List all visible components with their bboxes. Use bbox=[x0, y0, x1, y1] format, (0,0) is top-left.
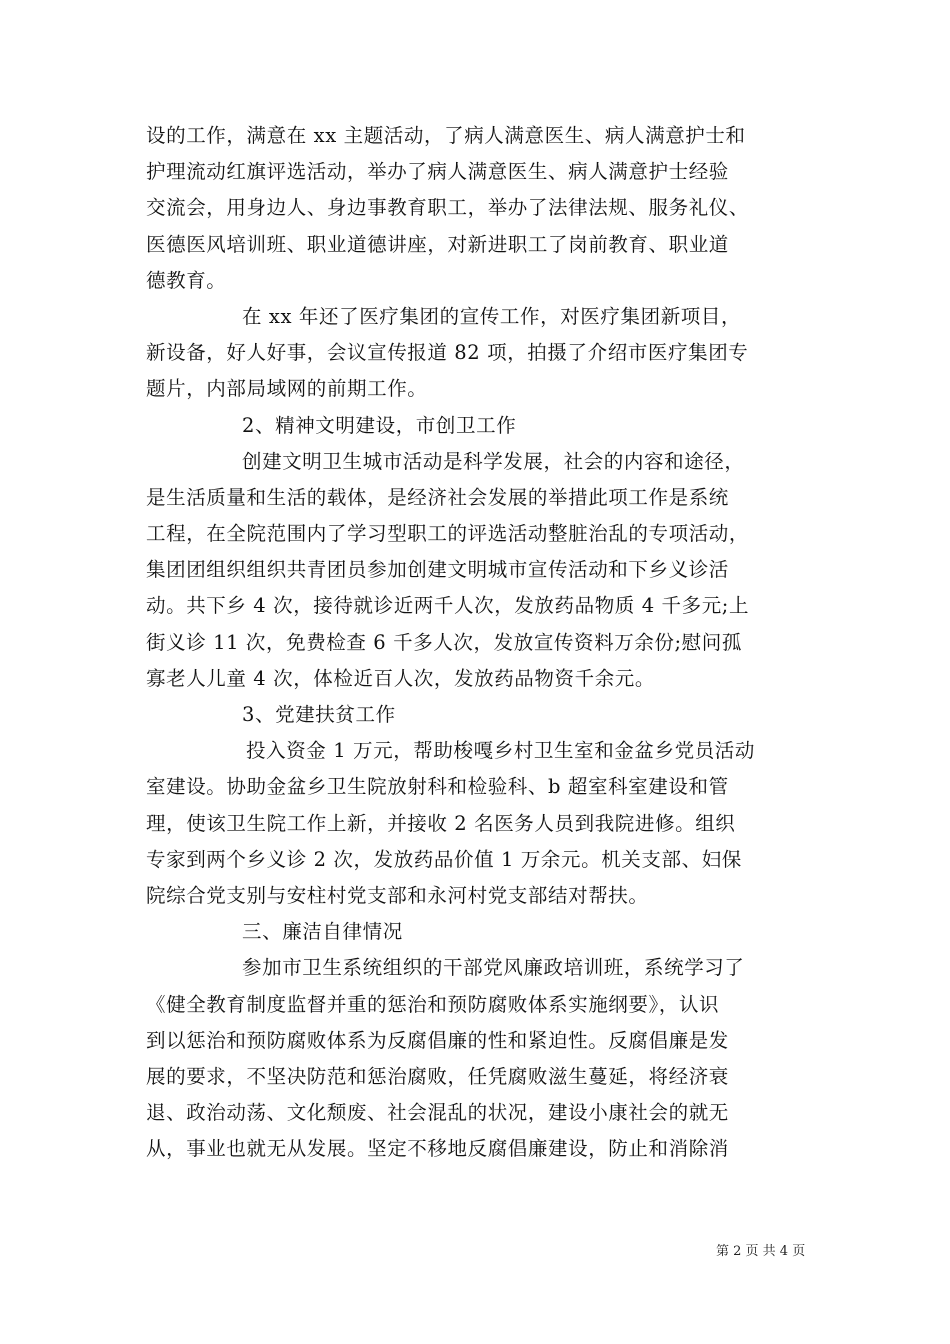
text-line: 街义诊 11 次，免费检查 6 千多人次，发放宣传资料万余份;慰问孤 bbox=[146, 630, 742, 654]
text-line: 专家到两个乡义诊 2 次，发放药品价值 1 万余元。机关支部、妇保 bbox=[146, 847, 742, 871]
text-line: 退、政治动荡、文化颓废、社会混乱的状况，建设小康社会的就无 bbox=[146, 1101, 729, 1125]
text-line: 护理流动红旗评选活动，举办了病人满意医生、病人满意护士经验 bbox=[146, 160, 729, 184]
section-heading-three: 三、廉洁自律情况 bbox=[242, 920, 403, 944]
text-line: 展的要求，不坚决防范和惩治腐败，任凭腐败滋生蔓延，将经济衰 bbox=[146, 1064, 729, 1088]
section-heading-3: 3、党建扶贫工作 bbox=[242, 703, 396, 726]
text-line: 从，事业也就无从发展。坚定不移地反腐倡廉建设，防止和消除消 bbox=[146, 1137, 729, 1161]
paragraph-first-line: 创建文明卫生城市活动是科学发展，社会的内容和途径， bbox=[242, 449, 745, 473]
text-line: 设的工作，满意在 xx 主题活动，了病人满意医生、病人满意护士和 bbox=[146, 124, 746, 147]
text-line: 到以惩治和预防腐败体系为反腐倡廉的性和紧迫性。反腐倡廉是发 bbox=[146, 1028, 729, 1052]
text-line: 寡老人儿童 4 次，体检近百人次，发放药品物资千余元。 bbox=[146, 666, 656, 690]
text-line: 《健全教育制度监督并重的惩治和预防腐败体系实施纲要》，认识 bbox=[146, 992, 720, 1016]
text-line: 医德医风培训班、职业道德讲座，对新进职工了岗前教育、职业道 bbox=[146, 232, 729, 256]
section-heading-2: 2、精神文明建设，市创卫工作 bbox=[242, 413, 517, 437]
text-line: 院综合党支别与安柱村党支部和永河村党支部结对帮扶。 bbox=[146, 883, 649, 907]
page-number-footer: 第 2 页 共 4 页 bbox=[716, 1244, 806, 1259]
paragraph-first-line: 参加市卫生系统组织的干部党风廉政培训班，系统学习了 bbox=[242, 956, 745, 980]
text-line: 室建设。协助金盆乡卫生院放射科和检验科、b 超室科室建设和管 bbox=[146, 775, 729, 799]
text-line: 集团团组织组织共青团员参加创建文明城市宣传活动和下乡义诊活 bbox=[146, 558, 729, 582]
text-line: 理，使该卫生院工作上新，并接收 2 名医务人员到我院进修。组织 bbox=[146, 811, 736, 835]
paragraph-first-line: 在 xx 年还了医疗集团的宣传工作，对医疗集团新项目， bbox=[242, 304, 742, 328]
paragraph-first-line: 投入资金 1 万元，帮助梭嘎乡村卫生室和金盆乡党员活动 bbox=[246, 739, 756, 763]
text-line: 动。共下乡 4 次，接待就诊近两千人次，发放药品物质 4 千多元;上 bbox=[146, 594, 750, 618]
text-line: 交流会，用身边人、身边事教育职工，举办了法律法规、服务礼仪、 bbox=[146, 196, 750, 220]
text-line: 新设备，好人好事，会议宣传报道 82 项，拍摄了介绍市医疗集团专 bbox=[146, 341, 749, 365]
text-line: 是生活质量和生活的载体，是经济社会发展的举措此项工作是系统 bbox=[146, 485, 729, 509]
text-line: 工程，在全院范围内了学习型职工的评选活动整脏治乱的专项活动， bbox=[146, 522, 750, 546]
text-line: 题片，内部局域网的前期工作。 bbox=[146, 377, 428, 401]
body-text bbox=[146, 118, 826, 1167]
text-line: 德教育。 bbox=[146, 268, 227, 292]
